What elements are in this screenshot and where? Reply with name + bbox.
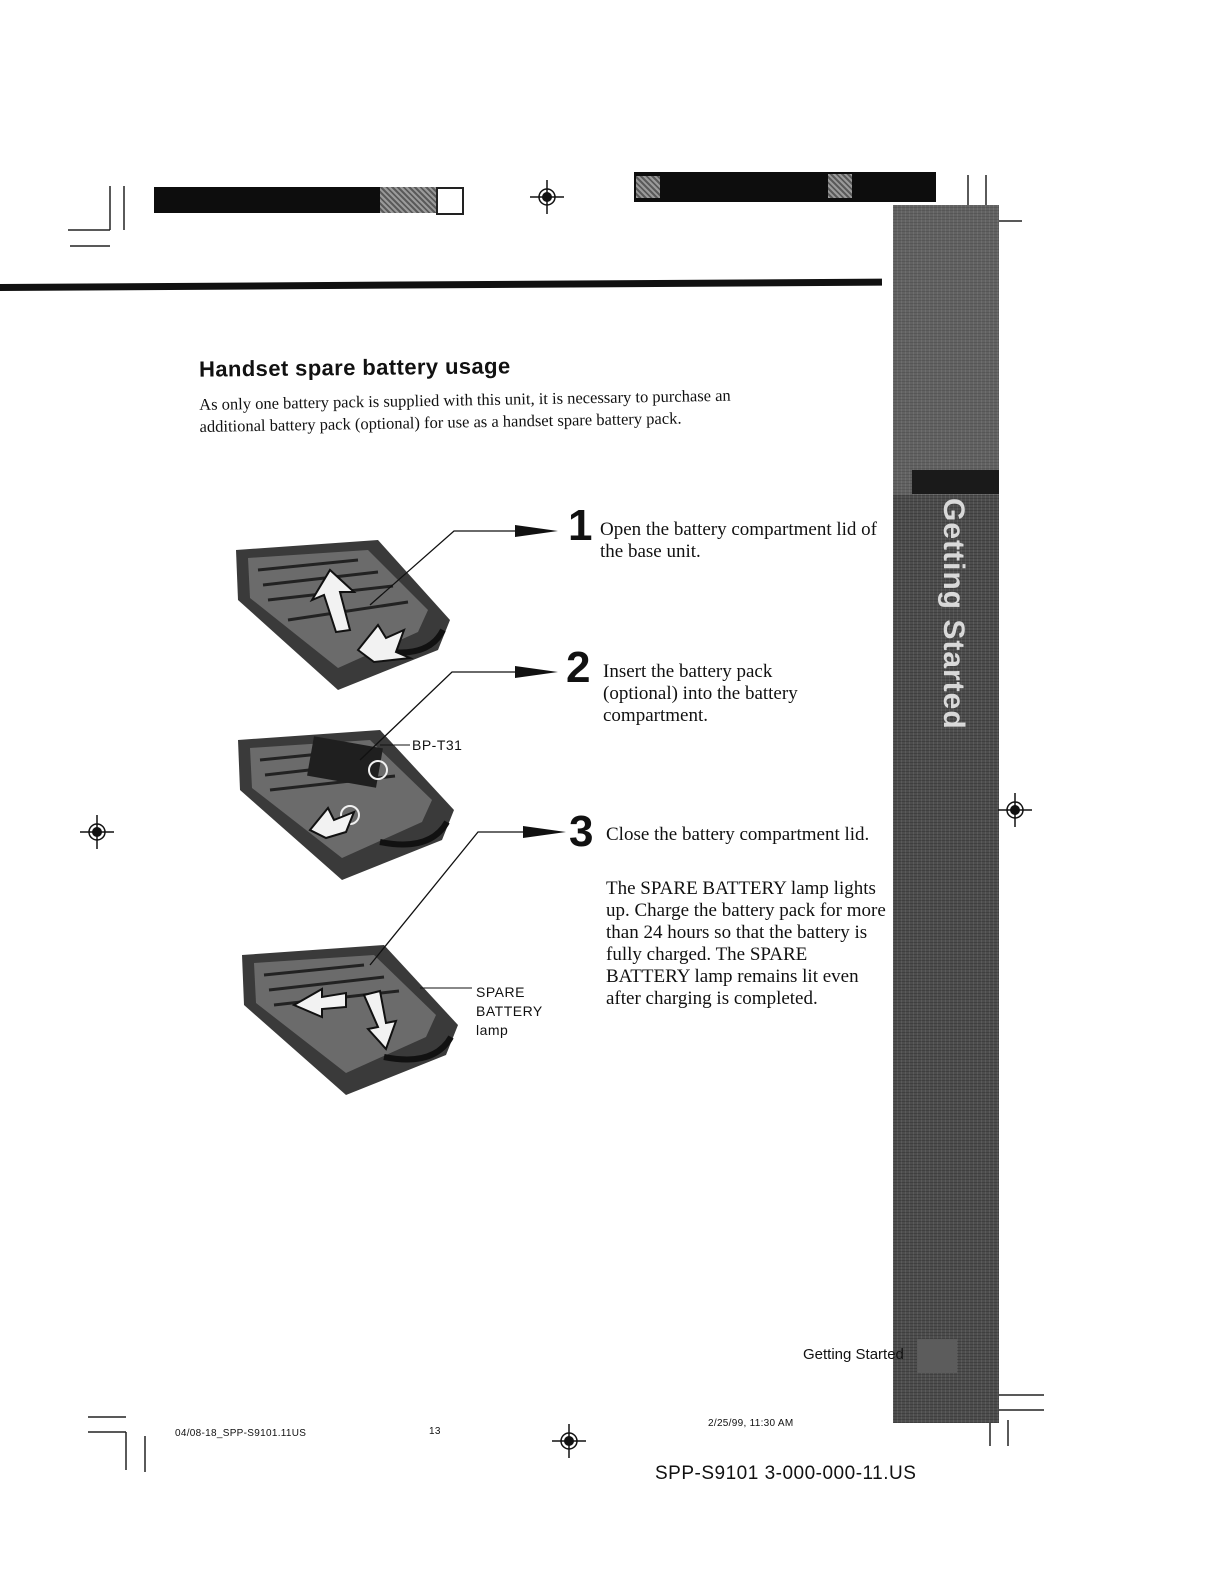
page-number-tab <box>917 1339 957 1373</box>
lamp-callout-line1: SPARE <box>476 984 525 1000</box>
pointer-arrow-2 <box>515 666 558 678</box>
step-1-number: 1 <box>568 501 593 550</box>
step-2-number: 2 <box>566 643 591 692</box>
lamp-callout-line3: lamp <box>476 1022 509 1038</box>
lamp-callout-line2: BATTERY <box>476 1003 543 1019</box>
pointer-arrow-1 <box>515 525 558 537</box>
lamp-callout <box>476 983 543 1040</box>
step-3-number: 3 <box>569 807 594 856</box>
page-title: Handset spare battery usage <box>198 353 511 382</box>
intro-paragraph: As only one battery pack is supplied with this unit, it is necessary to purchase an additional battery pack (optional) for use as a handset spare battery pack. <box>199 385 731 436</box>
battery-model-callout: BP-T31 <box>412 737 463 753</box>
running-footer: Getting Started <box>803 1346 904 1363</box>
document-id: SPP-S9101 3-000-000-11.US <box>655 1463 917 1484</box>
step-1-text: Open the battery compartment lid of the base unit. <box>600 519 877 562</box>
slug-page-number: 13 <box>429 1426 441 1437</box>
slug-file-name: 04/08-18_SPP-S9101.11US <box>175 1428 307 1439</box>
step-3-text: Close the battery compartment lid. <box>606 824 870 845</box>
slug-date: 2/25/99, 11:30 AM <box>708 1418 794 1429</box>
step-3-detail: The SPARE BATTERY lamp lights up. Charge the battery pack for more than 24 hours so that the battery is fully charged. The SPARE BATTERY lamp remains lit even after charging is completed. <box>606 878 886 1009</box>
section-tab-label: Getting Started <box>937 498 970 730</box>
pointer-arrow-3 <box>523 826 566 838</box>
step-2-text: Insert the battery pack (optional) into the battery compartment. <box>603 661 798 726</box>
